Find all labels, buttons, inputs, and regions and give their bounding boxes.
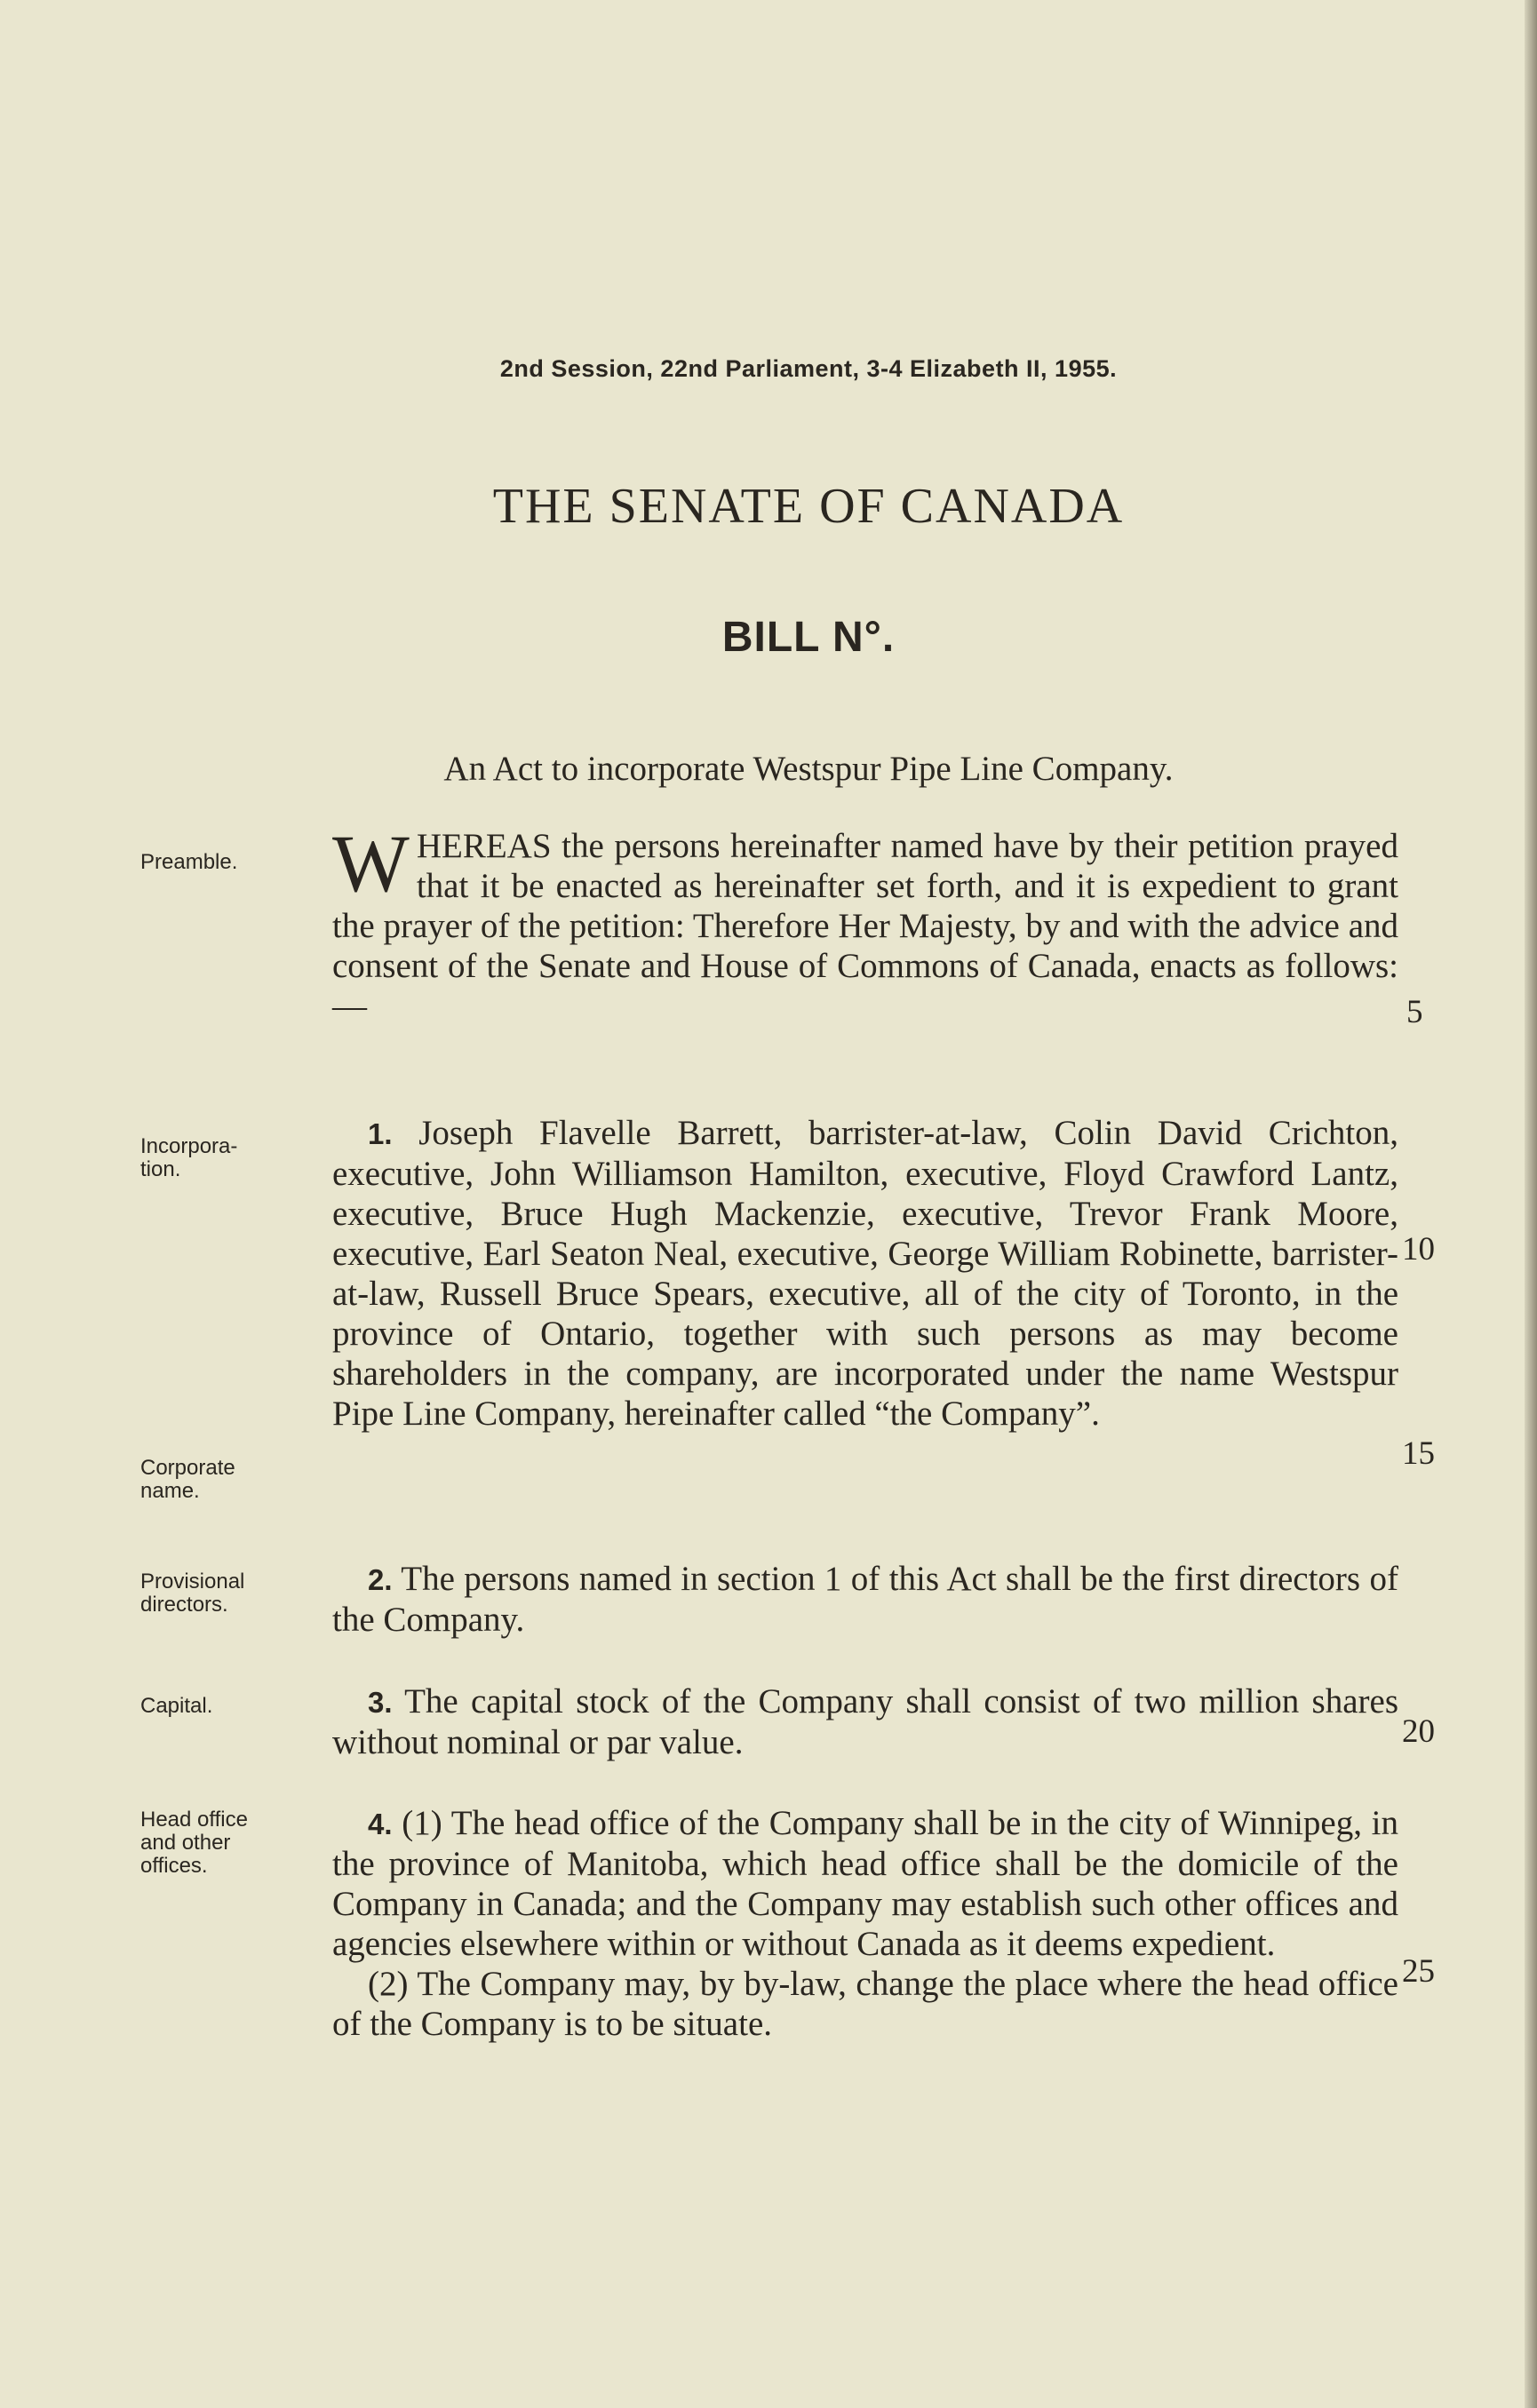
drop-cap: W: [332, 818, 410, 909]
preamble-paragraph: [332, 818, 1398, 1026]
section-1: [332, 1113, 1398, 1434]
margin-note-incorporation: Incorpora- tion.: [140, 1134, 238, 1181]
section-text: The capital stock of the Company shall consist of two million shares without nominal or par value.: [332, 1682, 1398, 1761]
section-number: 1.: [368, 1117, 393, 1150]
margin-note-capital: Capital.: [140, 1694, 213, 1718]
bill-number: BILL N°.: [721, 614, 896, 661]
margin-note-corporate-name: Corporate name.: [140, 1456, 235, 1503]
section-number: 3.: [368, 1686, 393, 1719]
section-3: [332, 1681, 1398, 1762]
line-number: 5: [1406, 994, 1423, 1030]
section-text: Joseph Flavelle Barrett, barrister-at-law, Colin David Crichton, executive, John Williamson Hamilton, executive, Floyd Crawford Lantz, executive, Bruce Hugh Mackenzie, executive, Trevor Frank Moore, executive, Earl Seaton Neal, executive, George William Robinette, barrister-at-law, Russell Bruce Spears, executive, all of the city of Toronto, in the province of Ontario, together with such persons as may become shareholders in the company, are incorporated under the name Westspur Pipe Line Company, hereinafter called “the Company”.: [332, 1114, 1399, 1433]
line-number: 15: [1402, 1435, 1435, 1472]
subsection-2: (2) The Company may, by by-law, change the place where the head office of the Company is to be situate.: [332, 1965, 1398, 2043]
preamble-text: HEREAS the persons hereinafter named have by their petition prayed that it be enacted as hereinafter set forth, and it is expedient to grant the prayer of the petition: Therefore Her Majesty, by and with the advice and consent of the Senate and House of Commons of Canada, enacts as follows:—: [332, 827, 1398, 1025]
section-text: The persons named in section 1 of this Act shall be the first directors of the Company.: [332, 1560, 1399, 1639]
line-number: 10: [1402, 1231, 1435, 1268]
session-line: 2nd Session, 22nd Parliament, 3-4 Elizabeth II, 1955.: [499, 355, 1118, 382]
line-number: 25: [1402, 1953, 1435, 1990]
section-4: [332, 1803, 1398, 2044]
section-number: 2.: [368, 1563, 393, 1596]
house-heading: THE SENATE OF CANADA: [492, 479, 1125, 534]
line-number: 20: [1402, 1713, 1435, 1750]
margin-note-preamble: Preamble.: [140, 850, 238, 874]
bill-title: An Act to incorporate Westspur Pipe Line Company.: [443, 750, 1174, 788]
section-text: (1) The head office of the Company shall be in the city of Winnipeg, in the province of Manitoba, which head office shall be the domicile of the Company in Canada; and the Company may establish such other offices and agencies elsewhere within or without Canada as it deems expedient.: [332, 1804, 1398, 1963]
section-number: 4.: [368, 1808, 393, 1840]
margin-note-provisional-directors: Provisional directors.: [140, 1570, 245, 1617]
section-2: [332, 1559, 1398, 1640]
margin-note-head-office: Head office and other offices.: [140, 1808, 248, 1878]
